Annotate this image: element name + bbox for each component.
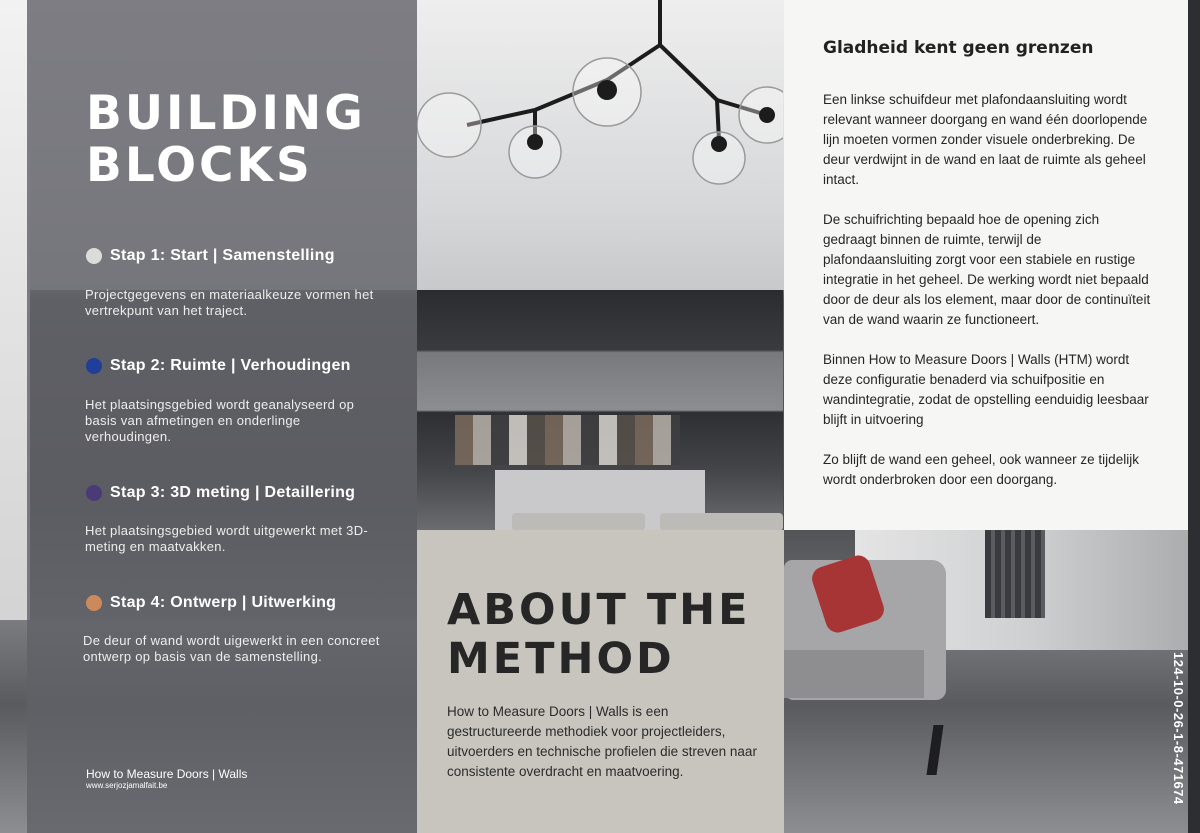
step-3-description: Het plaatsingsgebied wordt uitgewerkt met 3D-meting en maatvakken. [85, 523, 369, 554]
title-line-1: BUILDING [86, 86, 366, 141]
radiator [985, 530, 1045, 618]
step-1-description: Projectgegevens en materiaalkeuze vormen het vertrekpunt van het traject. [85, 287, 374, 318]
about-body: How to Measure Doors | Walls is een gestructureerde methodiek voor projectleiders, uitvoerders en technische profielen die streven naar consistente overdracht en maatvoering. [447, 704, 757, 779]
website-link[interactable]: www.serjozjamalfait.be [86, 781, 168, 790]
chandelier-icon [417, 0, 783, 200]
step-4-heading [86, 594, 336, 612]
step-1-heading [86, 247, 335, 265]
step-3-heading [86, 484, 355, 502]
right-edge-strip [1188, 0, 1200, 833]
step-4-description: De deur of wand wordt uigewerkt in een concreet ontwerp op basis van de samenstelling. [83, 633, 380, 664]
step-4-title: Stap 4: Ontwerp | Uitwerking [110, 594, 337, 611]
info-card [784, 0, 1188, 530]
step-2-dot-icon [86, 358, 102, 374]
card-body [823, 90, 1153, 510]
card-title: Gladheid kent geen grenzen [823, 38, 1094, 58]
sofa-cushion [660, 513, 783, 531]
step-3-dot-icon [86, 485, 102, 501]
card-paragraph: Een linkse schuifdeur met plafondaansluiting wordt relevant wanneer doorgang en wand één doorlopende lijn moeten vormen zonder visuele onderbreking. De deur verdwijnt in de wand en laat de ruimte als geheel intact. [823, 92, 1148, 187]
backsplash-tiles [455, 415, 680, 465]
step-1-title: Stap 1: Start | Samenstelling [110, 247, 335, 264]
about-title [447, 586, 751, 684]
step-3-title: Stap 3: 3D meting | Detaillering [110, 484, 356, 501]
card-paragraph: Zo blijft de wand een geheel, ook wanneer ze tijdelijk wordt onderbroken door een doorgang. [823, 452, 1139, 487]
document-code: 124-10-0-26-1-8-471674 [1171, 652, 1186, 805]
sofa-seat [784, 650, 924, 698]
card-paragraph: De schuifrichting bepaald hoe de opening zich gedraagt binnen de ruimte, terwijl de plafondaansluiting zorgt voor een stabiele en rustige integratie in het geheel. De werking wordt niet bepaald door de deur als los element, maar door de continuïteit van de wand waarin ze functioneert. [823, 212, 1151, 327]
about-title-line-1: ABOUT THE [447, 585, 751, 635]
brand-name: How to Measure Doors | Walls [86, 767, 248, 781]
page-title [86, 88, 366, 192]
step-1-dot-icon [86, 248, 102, 264]
step-2-description: Het plaatsingsgebied wordt geanalyseerd op basis van afmetingen en onderlinge verhoudingen. [85, 397, 355, 444]
title-line-2: BLOCKS [86, 138, 313, 193]
about-card [417, 530, 784, 833]
step-4-dot-icon [86, 595, 102, 611]
card-paragraph: Binnen How to Measure Doors | Walls (HTM) wordt deze configuratie benaderd via schuifpositie en wandintegratie, zodat de opstelling eenduidig leesbaar blijft in uitvoering [823, 352, 1149, 427]
about-title-line-2: METHOD [447, 634, 675, 684]
sofa-cushion [512, 513, 645, 531]
step-2-title: Stap 2: Ruimte | Verhoudingen [110, 357, 351, 374]
step-2-heading [86, 357, 351, 375]
